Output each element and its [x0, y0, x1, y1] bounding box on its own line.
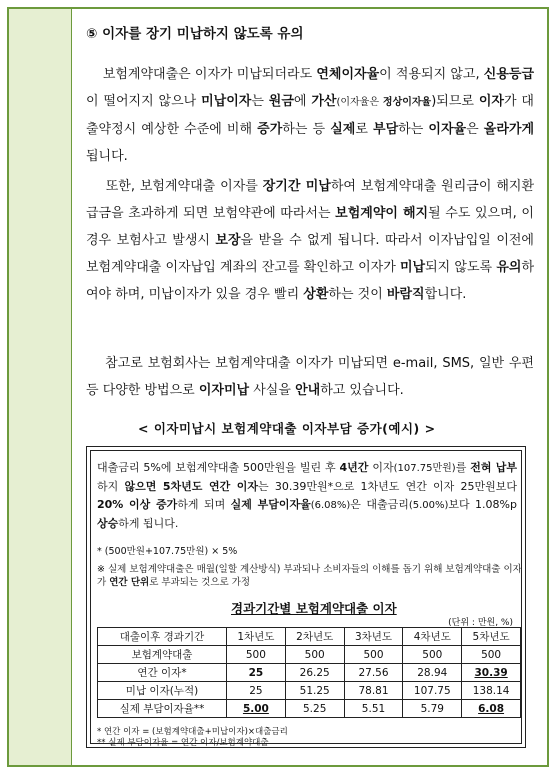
- row-label: 연간 이자*: [98, 664, 227, 682]
- note-assumption: [97, 563, 522, 589]
- table-row: [98, 664, 521, 682]
- table-cell: 25: [227, 664, 286, 682]
- emphasis: 4년간: [339, 461, 369, 474]
- text: 참고로 보험회사는 보험계약대출 이자가 미납되면 e-mail, SMS, 일반 우편 등 다양한 방법으로: [86, 356, 534, 398]
- header-cell: 2차년도: [285, 628, 344, 646]
- section-heading: ⑤ 이자를 장기 미납하지 않도록 유의: [86, 26, 304, 42]
- table-cell: 5.51: [344, 700, 403, 718]
- text: )되므로: [431, 94, 479, 109]
- paragraph-1: [86, 61, 534, 170]
- emphasis: 미납이자: [201, 94, 252, 109]
- text: 하여야 하며, 미납이자가 있을 경우 빨리: [86, 260, 534, 302]
- text: 이자: [368, 461, 394, 474]
- text: 합니다.: [424, 287, 467, 302]
- emphasis: 연체이자율: [316, 67, 380, 82]
- example-text: [97, 459, 517, 533]
- emphasis: 정상이자율: [382, 97, 432, 108]
- emphasis: 가산: [311, 94, 337, 109]
- text: 는: [251, 94, 269, 109]
- emphasis: 안내: [295, 383, 321, 398]
- text: 하는 것이: [328, 287, 387, 302]
- table-row: [98, 646, 521, 664]
- table-cell: 30.39: [462, 664, 521, 682]
- emphasis: 미납: [400, 260, 426, 275]
- emphasis: 부담: [373, 122, 399, 137]
- row-label: 미납 이자(누적): [98, 682, 227, 700]
- text: (107.75만원): [393, 463, 456, 474]
- emphasis: 이자율: [428, 122, 467, 137]
- table-cell: 500: [462, 646, 521, 664]
- text: 보험계약대출은 이자가 미납되더라도: [102, 67, 317, 82]
- table-cell: 107.75: [403, 682, 462, 700]
- text: 가 대출약정시 예상한 수준에 비해: [86, 94, 534, 137]
- header-cell: 4차년도: [403, 628, 462, 646]
- table-cell: 5.79: [403, 700, 462, 718]
- paragraph-2: [86, 173, 534, 308]
- text: 사실을: [249, 383, 296, 398]
- text: (이자율은: [336, 97, 383, 108]
- table-cell: 78.81: [344, 682, 403, 700]
- table-title: 경과기간별 보험계약대출 이자: [231, 601, 397, 616]
- text: 에: [293, 94, 312, 109]
- table-cell: 500: [285, 646, 344, 664]
- text: (6.08%): [310, 500, 351, 511]
- note-calculation: * (500만원+107.75만원) × 5%: [97, 546, 238, 557]
- table-row: [98, 700, 521, 718]
- table-cell: 500: [344, 646, 403, 664]
- example-box-inner: [90, 450, 522, 748]
- text: 됩니다.: [86, 149, 128, 164]
- table-cell: 5.00: [227, 700, 286, 718]
- text: 하고 있습니다.: [320, 383, 404, 398]
- emphasis: 전혀 납부: [470, 461, 517, 474]
- table-cell: 27.56: [344, 664, 403, 682]
- table-header-row: [98, 628, 521, 646]
- emphasis: 보험계약이 해지: [335, 206, 429, 221]
- table-cell: 28.94: [403, 664, 462, 682]
- emphasis: 유의: [496, 260, 522, 275]
- interest-table: [97, 627, 521, 718]
- text: 은: [466, 122, 484, 137]
- header-cell: 5차년도: [462, 628, 521, 646]
- emphasis: 20% 이상 증가: [97, 498, 178, 511]
- emphasis: 올라가게: [483, 122, 534, 137]
- text: 보다 1.08%p: [448, 498, 517, 511]
- text: 이 적용되지 않고,: [379, 67, 484, 82]
- example-title: < 이자미납시 보험계약대출 이자부담 증가(예시) >: [138, 421, 436, 436]
- text: 이 떨어지지 않으나: [86, 94, 202, 109]
- paragraph-3: [86, 350, 534, 404]
- emphasis: 증가: [257, 122, 283, 137]
- text: 로 부과되는 것으로 가정: [149, 577, 251, 588]
- emphasis: 신용등급: [483, 67, 535, 82]
- text: 하지: [97, 480, 125, 493]
- emphasis: 실제 부담이자율: [230, 498, 311, 511]
- emphasis: 않으면 5차년도 연간 이자: [124, 480, 258, 493]
- footnote-2: ** 실제 부담이자율 = 연간 이자/보험계약대출: [97, 738, 269, 748]
- text: 하여 보험계약대출 원리금이 해지환급금을 초과하게 되면 보험약관에 따라서는: [86, 179, 534, 221]
- table-row: [98, 682, 521, 700]
- example-box: [86, 446, 526, 748]
- header-cell: 3차년도: [344, 628, 403, 646]
- text: 하게 되며: [177, 498, 231, 511]
- row-label: 보험계약대출: [98, 646, 227, 664]
- table-cell: 5.25: [285, 700, 344, 718]
- emphasis: 보장: [215, 233, 241, 248]
- emphasis: 실제: [330, 122, 356, 137]
- text: 하게 됩니다.: [118, 517, 179, 530]
- text: 되지 않도록: [425, 260, 497, 275]
- text: ※ 실제 보험계약대출은 매월(일할 계산방식) 부과되나 소비자들의 이해를 돕기 위해 보험계약대출 이자가: [97, 564, 522, 588]
- text: 하는 등: [282, 122, 331, 137]
- text: 하는: [398, 122, 429, 137]
- footnote-1: * 연간 이자 = (보험계약대출+미납이자)×대출금리: [97, 727, 288, 737]
- text: 를: [455, 461, 471, 474]
- text: 로: [355, 122, 374, 137]
- text: 는 30.39만원*으로 1차년도 연간 이자 25만원보다: [258, 480, 518, 493]
- emphasis: 연간 단위: [109, 577, 150, 588]
- emphasis: 이자: [478, 94, 504, 109]
- text: 대출금리 5%에 보험계약대출 500만원을 빌린 후: [97, 461, 340, 474]
- table-cell: 51.25: [285, 682, 344, 700]
- emphasis: 바람직: [386, 287, 425, 302]
- header-cell: 대출이후 경과기간: [98, 628, 227, 646]
- table-cell: 500: [227, 646, 286, 664]
- text: (5.00%): [408, 500, 449, 511]
- table-unit: (단위 : 만원, %): [448, 618, 513, 628]
- table-cell: 25: [227, 682, 286, 700]
- emphasis: 이자미납: [198, 383, 250, 398]
- emphasis: 원금: [268, 94, 294, 109]
- table-cell: 138.14: [462, 682, 521, 700]
- emphasis: 상환: [303, 287, 329, 302]
- table-cell: 500: [403, 646, 462, 664]
- text: 또한, 보험계약대출 이자를: [105, 179, 263, 194]
- row-label: 실제 부담이자율**: [98, 700, 227, 718]
- header-cell: 1차년도: [227, 628, 286, 646]
- table-cell: 6.08: [462, 700, 521, 718]
- emphasis: 상승: [97, 517, 119, 530]
- table-cell: 26.25: [285, 664, 344, 682]
- text: 될 수도 있으며, 이 경우 보험사고 발생시: [86, 206, 534, 248]
- emphasis: 장기간 미납: [262, 179, 331, 194]
- text: 을 받을 수 없게 됩니다. 따라서 이자납입일 이전에 보험계약대출 이자납입 계좌의 잔고를 확인하고 이자가: [86, 233, 534, 275]
- text: 은 대출금리: [350, 498, 409, 511]
